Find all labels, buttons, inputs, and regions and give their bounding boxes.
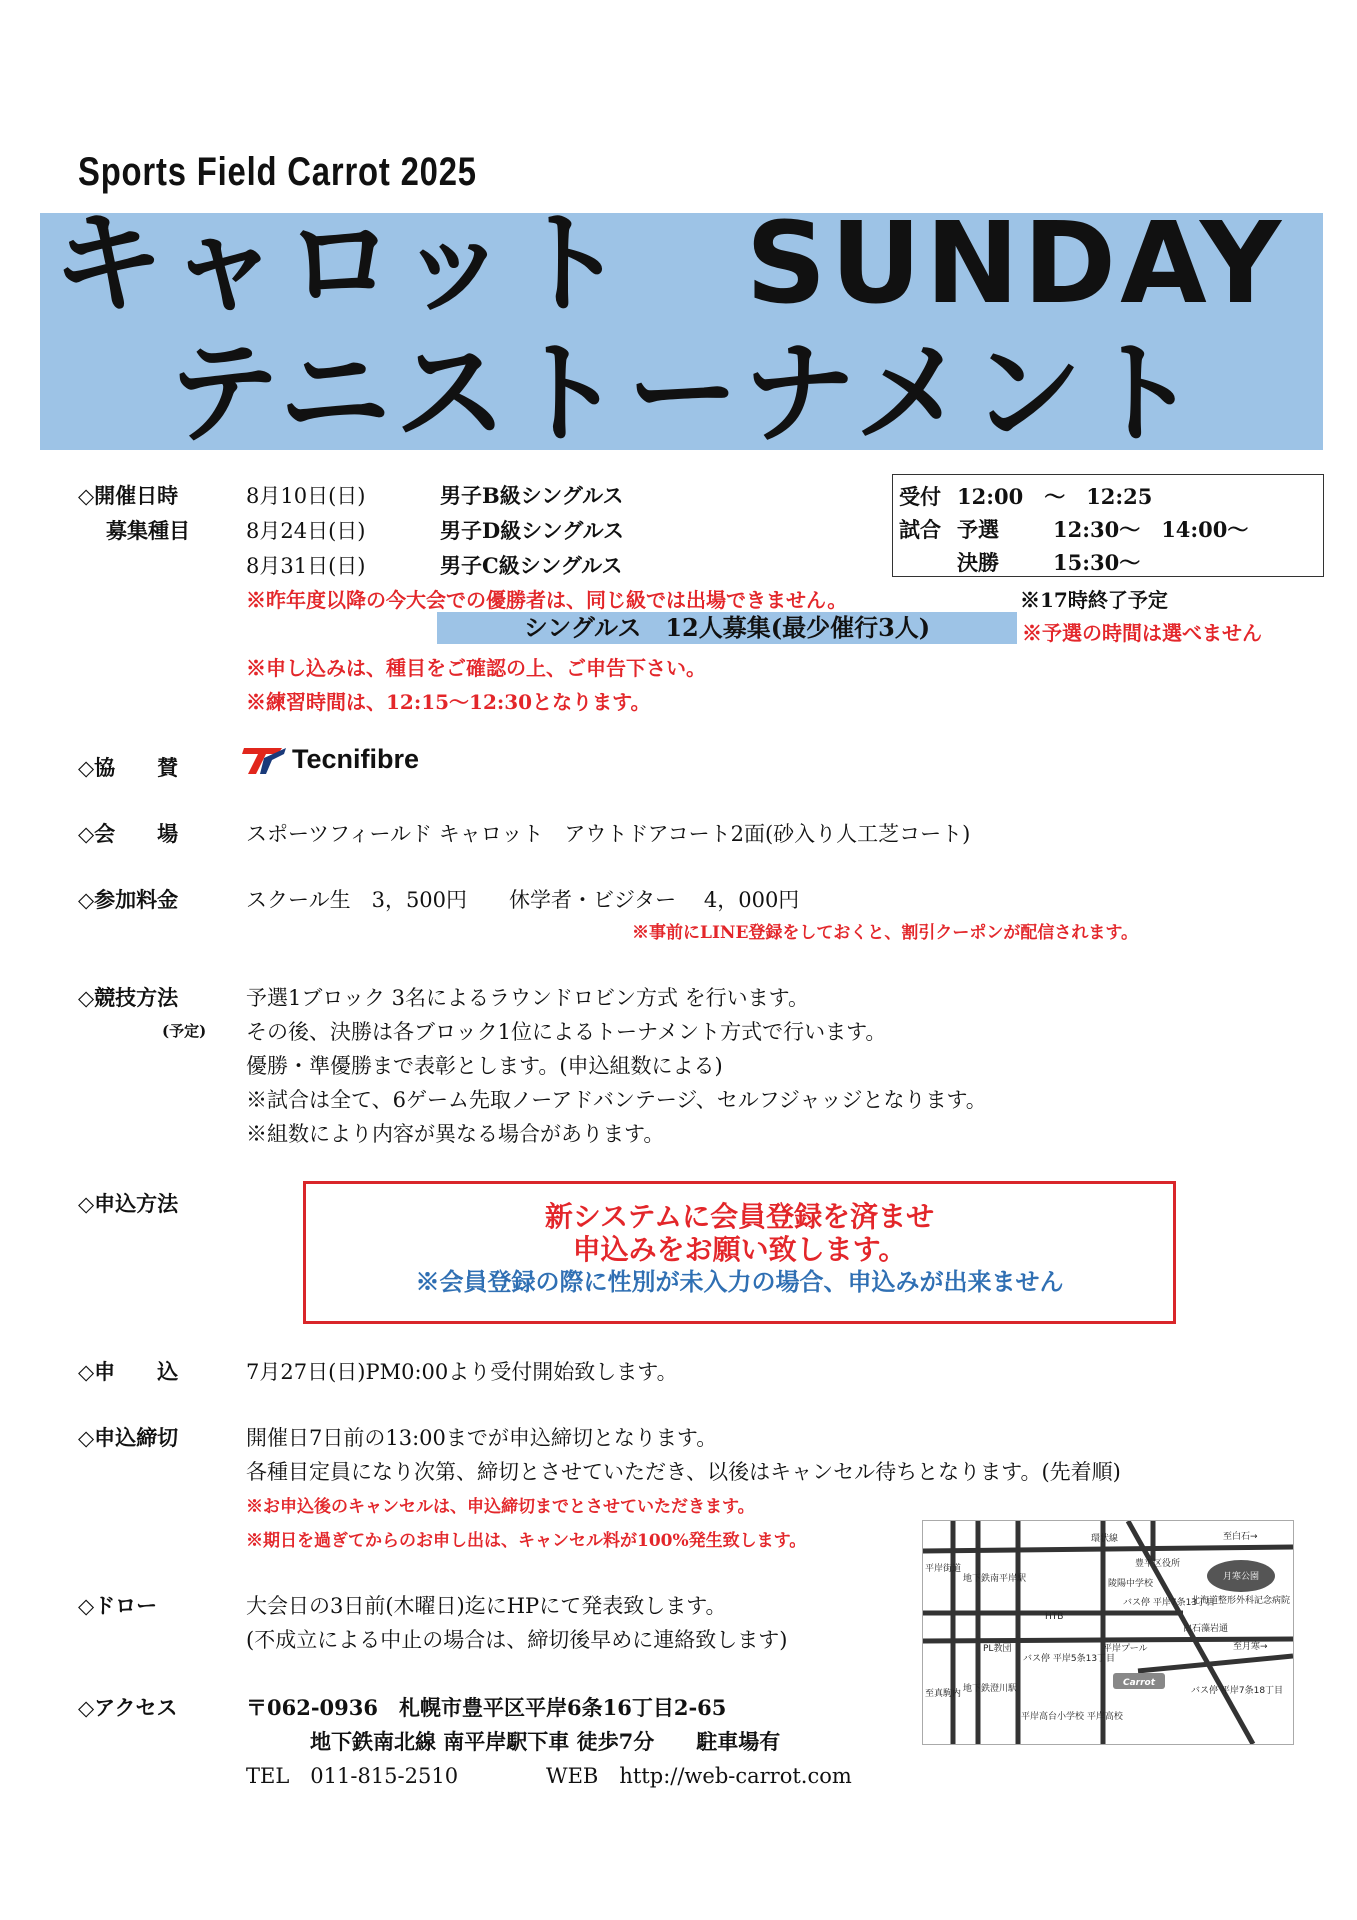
format-line: ※試合は全て、6ゲーム先取ノーアドバンテージ、セルフジャッジとなります。 <box>246 1088 987 1112</box>
sponsor-label: ◇協 賛 <box>78 755 179 780</box>
deadline-label: ◇申込締切 <box>78 1425 179 1450</box>
final-label: 決勝 <box>957 550 999 575</box>
format-line: 優勝・準優勝まで表彰とします。(申込組数による) <box>246 1054 723 1078</box>
map-label: 至真駒内 <box>925 1689 962 1699</box>
access-map <box>922 1520 1294 1745</box>
format-line: その後、決勝は各ブロック1位によるトーナメント方式で行います。 <box>246 1020 887 1044</box>
map-label: 至白石→ <box>1223 1532 1258 1542</box>
prelim-time-note: ※予選の時間は選べません <box>1022 621 1262 645</box>
schedule-label: ◇開催日時 <box>78 483 179 508</box>
practice-note: ※練習時間は、12:15～12:30となります。 <box>246 690 651 714</box>
train-info: 地下鉄南北線 南平岸駅下車 徒歩7分 駐車場有 <box>310 1729 781 1754</box>
map-roads <box>923 1521 1293 1744</box>
schedule-event: 男子D級シングルス <box>440 518 625 543</box>
end-time-note: ※17時終了予定 <box>1020 588 1168 612</box>
draw-line: (不成立による中止の場合は、締切後早めに連絡致します) <box>246 1628 788 1652</box>
deadline-line: 各種目定員になり次第、締切とさせていただき、以後はキャンセル待ちとなります。(先着順) <box>246 1460 1121 1484</box>
final-time: 15:30～ <box>1053 550 1141 575</box>
map-label: 平岸高台小学校 平岸高校 <box>1021 1712 1123 1722</box>
map-label: 環状線 <box>1091 1534 1119 1544</box>
map-label-park: 月寒公園 <box>1222 1572 1260 1582</box>
schedule-date: 8月31日(日) <box>246 554 366 578</box>
map-label: 平岸プール <box>1103 1644 1148 1654</box>
map-label: バス停 平岸7条18丁目 <box>1191 1686 1284 1696</box>
format-sublabel: (予定) <box>162 1022 207 1040</box>
map-label: PL教団 <box>983 1644 1012 1654</box>
address: 〒062-0936 札幌市豊平区平岸6条16丁目2-65 <box>246 1695 727 1720</box>
timetable-box <box>892 474 1324 577</box>
map-label: 白石藻岩通 <box>1183 1624 1229 1634</box>
registration-line1: 新システムに会員登録を済ませ <box>544 1200 935 1233</box>
winner-note: ※昨年度以降の今大会での優勝者は、同じ級では出場できません。 <box>246 588 848 612</box>
tecnifibre-logo <box>242 742 442 778</box>
method-label: ◇申込方法 <box>78 1191 179 1216</box>
venue-text: スポーツフィールド キャロット アウトドアコート2面(砂入り人工芝コート) <box>246 822 971 846</box>
schedule-event: 男子C級シングルス <box>440 553 623 578</box>
recruit-banner: シングルス 12人募集(最少催行3人) <box>437 612 1017 644</box>
confirm-note: ※申し込みは、種目をご確認の上、ご申告下さい。 <box>246 656 706 680</box>
line-coupon-note: ※事前にLINE登録をしておくと、割引クーポンが配信されます。 <box>632 923 1139 943</box>
map-label: 地下鉄南平岸駅 <box>963 1574 1027 1584</box>
cancel-fee-note: ※期日を過ぎてからのお申し出は、キャンセル料が100%発生致します。 <box>246 1531 807 1551</box>
registration-warning: ※会員登録の際に性別が未入力の場合、申込みが出来ません <box>415 1267 1064 1296</box>
deadline-line: 開催日7日前の13:00までが申込締切となります。 <box>246 1426 718 1450</box>
prelim-time: 12:30～ 14:00～ <box>1053 517 1249 542</box>
map-label: バス停 平岸5条13丁目 <box>1023 1654 1116 1664</box>
map-label: 地下鉄澄川駅 <box>963 1684 1018 1694</box>
schedule-date: 8月24日(日) <box>246 519 366 543</box>
reception-time: 12:00 ～ 12:25 <box>957 484 1153 509</box>
schedule-event: 男子B級シングルス <box>440 483 624 508</box>
cancel-note: ※お申込後のキャンセルは、申込締切までとさせていただきます。 <box>246 1497 755 1517</box>
entry-label: ◇申 込 <box>78 1359 179 1384</box>
map-label-carrot: Carrot <box>1122 1678 1156 1688</box>
fee-label: ◇参加料金 <box>78 887 179 912</box>
schedule-date: 8月10日(日) <box>246 484 366 508</box>
map-label: 至月寒→ <box>1233 1642 1268 1652</box>
prelim-label: 予選 <box>957 517 999 542</box>
map-label: HTB <box>1045 1612 1064 1622</box>
draw-label: ◇ドロー <box>78 1593 158 1618</box>
registration-line2: 申込みをお願い致します。 <box>572 1233 907 1266</box>
schedule-sublabel: 募集種目 <box>106 518 190 543</box>
map-label: 豊平区役所 <box>1135 1559 1181 1569</box>
website: WEB http://web-carrot.com <box>546 1764 852 1788</box>
format-line: ※組数により内容が異なる場合があります。 <box>246 1122 665 1146</box>
map-label: 平岸街道 <box>925 1564 962 1574</box>
tel: TEL 011-815-2510 <box>246 1764 459 1788</box>
main-title-line2: テニストーナメント <box>167 329 1203 459</box>
map-label: 北海道整形外科記念病院 <box>1191 1596 1291 1606</box>
brand-title: Sports Field Carrot 2025 <box>78 150 477 194</box>
venue-label: ◇会 場 <box>78 821 179 846</box>
entry-text: 7月27日(日)PM0:00より受付開始致します。 <box>246 1360 678 1384</box>
format-line: 予選1ブロック 3名によるラウンドロビン方式 を行います。 <box>246 986 809 1010</box>
main-title-line1: キャロット SUNDAY <box>52 199 1286 329</box>
map-label: バス停 平岸7条13丁目 <box>1123 1598 1216 1608</box>
fee-text: スクール生 3，500円 休学者・ビジター 4，000円 <box>246 888 800 912</box>
access-label: ◇アクセス <box>78 1695 178 1720</box>
registration-notice-box <box>303 1181 1176 1324</box>
map-label: 陵陽中学校 <box>1108 1579 1154 1589</box>
match-label: 試合 <box>899 517 941 542</box>
reception-label: 受付 <box>899 484 941 509</box>
draw-line: 大会日の3日前(木曜日)迄にHPにて発表致します。 <box>246 1594 727 1618</box>
format-label: ◇競技方法 <box>78 985 179 1010</box>
sponsor-name: Tecnifibre <box>292 744 420 774</box>
